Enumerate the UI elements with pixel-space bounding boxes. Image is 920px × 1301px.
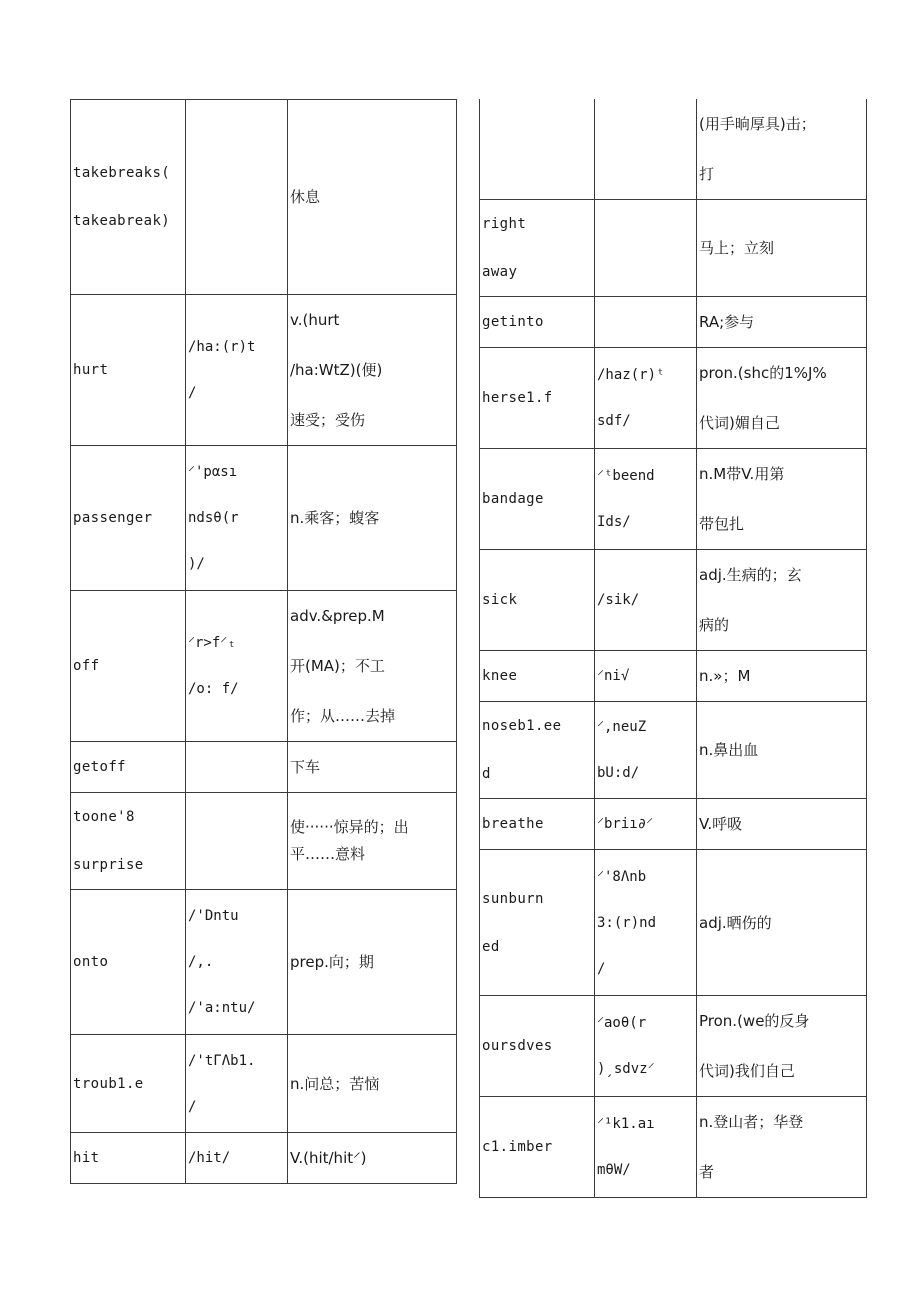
phonetic-cell (595, 850, 697, 996)
word-cell-text: sunburn ed (482, 890, 544, 955)
vocab-row (71, 793, 457, 890)
phonetic-cell-text: ⸍r>f⸍ₜ /o: f/ (188, 635, 239, 697)
word-cell-text: onto (73, 954, 109, 970)
word-cell (71, 890, 186, 1035)
phonetic-cell (595, 702, 697, 799)
word-cell-text: off (73, 658, 100, 674)
meaning-cell-text: V.(hit/hit⸍) (290, 1149, 367, 1167)
vocab-row (480, 297, 867, 348)
meaning-cell (697, 799, 867, 850)
meaning-cell (697, 996, 867, 1097)
phonetic-cell (595, 449, 697, 550)
phonetic-cell-text: ⸍¹k1.aı mθW/ (597, 1116, 655, 1178)
meaning-cell-text: n.»；M (699, 667, 751, 685)
word-cell (71, 446, 186, 591)
phonetic-cell (186, 591, 288, 742)
meaning-cell (697, 651, 867, 702)
vocab-row (71, 446, 457, 591)
word-cell-text: breathe (482, 816, 544, 832)
word-cell-text: hurt (73, 362, 109, 378)
word-cell (71, 591, 186, 742)
meaning-cell (288, 446, 457, 591)
word-cell-text: toone'8 surprise (73, 809, 144, 873)
word-cell (480, 799, 595, 850)
phonetic-cell (595, 550, 697, 651)
word-cell-text: right away (482, 216, 527, 280)
meaning-cell-text: 马上；立刻 (699, 239, 775, 257)
phonetic-cell (595, 996, 697, 1097)
meaning-cell (697, 297, 867, 348)
meaning-cell-text: prep.向；期 (290, 953, 374, 971)
meaning-cell-text: 使······惊异的；出 平……意料 (290, 818, 409, 863)
meaning-cell (697, 702, 867, 799)
meaning-cell-text: adv.&prep.M 开(MA)；不工 作；从……去掉 (290, 607, 396, 725)
meaning-cell (697, 200, 867, 297)
vocab-row (71, 100, 457, 295)
phonetic-cell (595, 348, 697, 449)
meaning-cell-text: adj.晒伤的 (699, 913, 772, 932)
word-cell (71, 1133, 186, 1184)
phonetic-cell-text: ⸍briı∂⸍ (597, 816, 654, 832)
vocab-row (480, 996, 867, 1097)
meaning-cell (697, 449, 867, 550)
phonetic-cell (595, 200, 697, 297)
meaning-cell-text: V.呼吸 (699, 815, 743, 833)
phonetic-cell-text: /ha:(r)t / (188, 339, 256, 401)
meaning-cell-text: (用手晌厚具)击； 打 (699, 115, 816, 183)
meaning-cell-text: 下车 (290, 758, 321, 776)
vocab-table-right (479, 99, 867, 1198)
phonetic-cell-text: ⸍ni√ (597, 668, 630, 684)
vocab-row (71, 1133, 457, 1184)
word-cell (480, 702, 595, 799)
vocab-row (480, 348, 867, 449)
phonetic-cell-text: ⸍,neuZ bU:d/ (597, 719, 647, 781)
word-cell (71, 793, 186, 890)
word-cell (480, 550, 595, 651)
word-cell (480, 200, 595, 297)
word-cell (480, 297, 595, 348)
word-cell (480, 996, 595, 1097)
phonetic-cell-text: ⸍aoθ(r )ˏsdvz⸍ (597, 1015, 655, 1077)
word-cell-text: herse1.f (482, 390, 553, 406)
word-cell (480, 651, 595, 702)
phonetic-cell (595, 1097, 697, 1198)
vocab-table-left (70, 99, 457, 1184)
meaning-cell (288, 890, 457, 1035)
word-cell (71, 295, 186, 446)
vocab-row (480, 799, 867, 850)
vocab-row (480, 449, 867, 550)
word-cell (480, 850, 595, 996)
phonetic-cell-text: /'tΓΛb1. / (188, 1052, 256, 1115)
meaning-cell (288, 100, 457, 295)
phonetic-cell (595, 99, 697, 200)
vocab-row (71, 742, 457, 793)
word-cell (71, 100, 186, 295)
word-cell-text: passenger (73, 510, 153, 526)
phonetic-cell-text: ⸍ᵗbeend Ids/ (597, 468, 655, 530)
meaning-cell-text: pron.(shc的1%J% 代词)媚自己 (699, 364, 827, 432)
meaning-cell (288, 591, 457, 742)
vocab-row (480, 1097, 867, 1198)
phonetic-cell-text: /sik/ (597, 592, 640, 608)
word-cell-text: getoff (73, 759, 126, 775)
phonetic-cell-text: ⸍'8Λnb 3:(r)nd / (597, 868, 657, 977)
meaning-cell-text: Pron.(we的反身 代词)我们自己 (699, 1012, 810, 1080)
word-cell (480, 348, 595, 449)
word-cell (480, 1097, 595, 1198)
word-cell-text: hit (73, 1150, 100, 1166)
meaning-cell-text: adj.生病的；玄 病的 (699, 566, 802, 634)
phonetic-cell (186, 1035, 288, 1133)
meaning-cell-text: v.(hurt /ha:WtZ)(便) 速受；受伤 (290, 311, 383, 429)
meaning-cell-text: n.问总；苦恼 (290, 1074, 380, 1093)
word-cell (71, 742, 186, 793)
phonetic-cell-text: /'Dntu /,. /'a:ntu/ (188, 908, 256, 1016)
phonetic-cell-text: /hit/ (188, 1150, 231, 1166)
word-cell (480, 449, 595, 550)
phonetic-cell (186, 1133, 288, 1184)
phonetic-cell (186, 890, 288, 1035)
meaning-cell (288, 793, 457, 890)
meaning-cell-text: n.M带V.用第 带包扎 (699, 465, 785, 533)
word-cell-text: knee (482, 668, 518, 684)
meaning-cell (697, 1097, 867, 1198)
word-cell-text: troub1.e (73, 1075, 144, 1092)
meaning-cell-text: n.登山者；华登 者 (699, 1113, 804, 1181)
meaning-cell (288, 295, 457, 446)
meaning-cell-text: n.鼻出血 (699, 741, 759, 759)
vocab-row (71, 890, 457, 1035)
meaning-cell-text: n.乘客；蝮客 (290, 509, 380, 527)
vocab-row (480, 702, 867, 799)
word-cell-text: takebreaks( takeabreak) (73, 165, 171, 229)
vocab-row (480, 850, 867, 996)
phonetic-cell (595, 297, 697, 348)
meaning-cell (288, 1133, 457, 1184)
phonetic-cell-text: ⸍'pαsı ndsθ(r )/ (188, 464, 239, 572)
word-cell (480, 99, 595, 200)
meaning-cell-text: 休息 (290, 188, 321, 206)
vocab-row (480, 99, 867, 200)
vocab-row (480, 651, 867, 702)
word-cell-text: sick (482, 592, 518, 608)
word-cell-text: oursdves (482, 1038, 553, 1054)
phonetic-cell (186, 100, 288, 295)
vocab-row (71, 591, 457, 742)
meaning-cell (697, 550, 867, 651)
phonetic-cell (186, 742, 288, 793)
vocab-row (480, 200, 867, 297)
vocab-row (71, 1035, 457, 1133)
meaning-cell (288, 742, 457, 793)
phonetic-cell (186, 793, 288, 890)
phonetic-cell (595, 651, 697, 702)
phonetic-cell (595, 799, 697, 850)
word-cell-text: bandage (482, 491, 544, 507)
phonetic-cell (186, 446, 288, 591)
word-cell-text: noseb1.ee d (482, 718, 562, 782)
phonetic-cell-text: /haz(r)ᵗ sdf/ (597, 367, 665, 429)
word-cell-text: c1.imber (482, 1139, 553, 1155)
vocab-row (71, 295, 457, 446)
vocab-row (480, 550, 867, 651)
meaning-cell (697, 850, 867, 996)
meaning-cell (697, 348, 867, 449)
word-cell-text: getinto (482, 314, 544, 330)
phonetic-cell (186, 295, 288, 446)
meaning-cell-text: RA;参与 (699, 313, 755, 331)
meaning-cell (288, 1035, 457, 1133)
word-cell (71, 1035, 186, 1133)
meaning-cell (697, 99, 867, 200)
